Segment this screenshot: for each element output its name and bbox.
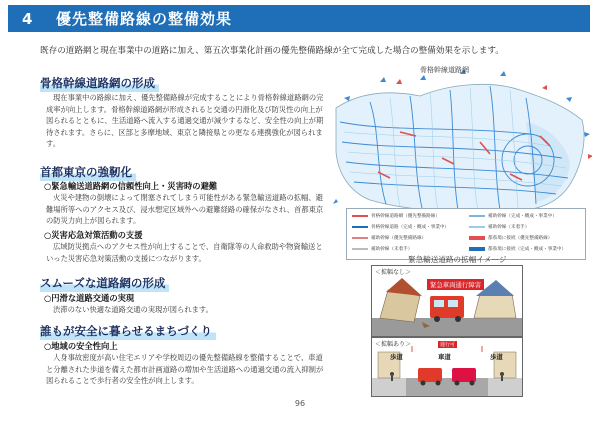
body-local-safety: 人身事故密度が高い住宅エリアや学校周辺の優先整備路線を整備することで、車道と分離された歩道を備えた都市計画道路の増加や生活道路への通過交通の流入抑制が図られることで歩行者の安全性が向上します。: [46, 353, 324, 386]
intro-text: 既存の道路網と現在事業中の道路に加え、第五次事業化計画の優先整備路線が全て完成した場合の整備効果を示します。: [40, 46, 504, 56]
subheading-smooth-traffic: ○円滑な道路交通の実現: [44, 293, 135, 303]
roadway-label: 車道: [438, 353, 451, 361]
body-disaster-support: 広域防災拠点へのアクセス性が向上することで、自衛隊等の人命救助や物資輸送といった災害応急対策活動の支援につながります。: [46, 242, 323, 263]
illustration-tag: ＜拡幅あり＞: [375, 341, 412, 348]
subheading-emergency-route: ○緊急輸送道路網の信頼性向上・災害時の避難: [44, 181, 218, 191]
legend-item: 都県境に接続（優先整備路線）: [469, 235, 552, 241]
legend-swatch: [352, 215, 368, 217]
heading-resilience: 首都東京の強靭化: [40, 164, 136, 181]
legend-item: 都県境に接続（完成・概成・事業中）: [469, 246, 566, 252]
body-emergency-route: 火災や建物の倒壊によって閉塞されてしまう可能性がある緊急輸送道路の拡幅、避難場所等へのアクセス及び、浸水想定区域外への避難経路の確保がなされ、首都東京の防災力向上が図られます。: [46, 193, 324, 226]
legend-item: 骨格幹線道路（完成・概成・事業中）: [352, 224, 449, 230]
heading-safe-town: 誰もが安全に暮らせるまちづくり: [40, 323, 216, 340]
page-number: 96: [294, 399, 306, 408]
section-header: [8, 5, 590, 32]
collapse-illustration: [372, 266, 522, 336]
map-legend: [346, 208, 586, 260]
legend-item: 補助幹線（完成・概成・事業中）: [469, 213, 557, 219]
illustration-with-widening: [371, 337, 523, 397]
sidewalk-left-label: 歩道: [390, 353, 403, 361]
sidewalk-right-label: 歩道: [490, 353, 503, 361]
illustration-no-widening: [371, 265, 523, 337]
subheading-disaster-support: ○災害応急対策活動の支援: [44, 230, 143, 240]
body-smooth-traffic: 渋滞のない快適な道路交通の実現が図られます。: [53, 305, 213, 314]
heading-skeleton-network: 骨格幹線道路網の形成: [40, 75, 159, 92]
section-number: 4: [22, 9, 33, 28]
illustration-caption: 緊急輸送道路の拡幅イメージ: [408, 255, 507, 264]
legend-item: 補助幹線（優先整備路線）: [352, 235, 426, 241]
subheading-local-safety: ○地域の安全性向上: [44, 341, 118, 351]
section-title: 優先整備路線の整備効果: [56, 10, 233, 28]
heading-smooth-network: スムーズな道路網の形成: [40, 275, 169, 292]
traffic-ok-banner: 通行可: [440, 342, 456, 348]
body-skeleton-network: 現在事業中の路線に加え、優先整備路線が完成することにより骨格幹線道路網の完成率が向上します。骨格幹線道路網が形成されると交通の円滑化及び防災性の向上が図られるとともに、生活道路へ流入する通過交通が減少するなど、安全性の向上が期待されます。さらに、区部と多摩地域、東京と隣接県との更なる連携強化が図られます。: [46, 93, 324, 149]
legend-item: 補助幹線（未着手）: [352, 246, 412, 252]
map-title: 骨格幹線道路網: [420, 66, 469, 74]
illustration-tag: ＜拡幅なし＞: [375, 269, 412, 276]
legend-item: 補助幹線（未着手）: [469, 224, 529, 230]
legend-item: 骨格幹線道路網（優先整備路線）: [352, 213, 440, 219]
traffic-blocked-banner: 緊急車両通行障害: [427, 279, 484, 290]
